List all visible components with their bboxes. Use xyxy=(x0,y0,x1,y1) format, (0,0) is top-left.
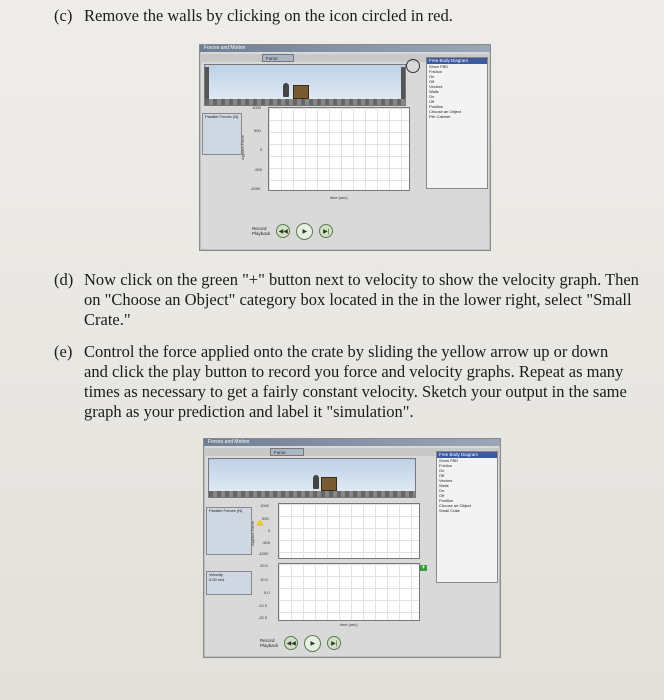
sim1-y-tick-0: 1000 xyxy=(252,105,261,110)
play-icon: ▶ xyxy=(310,640,316,647)
sim1-panel-title: Free Body Diagram xyxy=(427,58,487,64)
sim2-parallel-forces-panel xyxy=(206,507,252,555)
item-e-line3: times as necessary to get a fairly constant velocity. Sketch your output in the same xyxy=(84,382,627,401)
sim1-record-playback xyxy=(252,226,270,236)
sim1-title-bar xyxy=(200,45,490,52)
sim2-panel-row-0[interactable]: Show FBD xyxy=(439,458,459,463)
item-e-line2: and click the play button to record you force and velocity graphs. Repeat as many xyxy=(84,362,624,381)
sim1-play-button[interactable] xyxy=(296,223,313,240)
item-e-label: (e) xyxy=(54,342,73,361)
simulation-screenshot-1 xyxy=(199,44,491,251)
sim1-crate xyxy=(293,85,309,99)
sim2-force-graph xyxy=(278,503,420,559)
sim2-title: Forces and Motion xyxy=(208,439,250,445)
sim1-panel-row-8: Position xyxy=(429,104,444,109)
sim2-v-tick-3: -10.0 xyxy=(258,603,268,608)
sim1-title: Forces and Motion xyxy=(204,45,246,51)
sim2-panel-row-9: Choose an Object xyxy=(439,503,472,508)
sim1-y-tick-3: -500 xyxy=(254,167,263,172)
sim2-panel-row-10[interactable]: Small Crate xyxy=(439,508,460,513)
sim1-panel-row-3[interactable]: Off xyxy=(429,79,435,84)
sim2-record-label[interactable]: Record xyxy=(260,638,275,643)
sim2-velocity-panel xyxy=(206,571,252,595)
sim2-playbar xyxy=(260,635,341,651)
sim1-scene xyxy=(204,64,406,106)
sim2-pusher xyxy=(313,475,319,489)
sim1-control-panel xyxy=(426,57,488,189)
item-d-label: (d) xyxy=(54,270,74,289)
sim2-panel-title: Free Body Diagram xyxy=(437,452,497,458)
sim2-panel-row-7[interactable]: Off xyxy=(439,493,445,498)
sim2-panel-row-8: Position xyxy=(439,498,454,503)
step-icon: ▶| xyxy=(323,228,330,235)
sim1-parallel-forces-panel xyxy=(202,113,242,155)
sim2-panel-row-6[interactable]: On xyxy=(439,488,445,493)
rewind-icon: ◀◀ xyxy=(278,228,288,235)
sim1-y-axis-label: Applied Force xyxy=(239,135,245,160)
sim2-y-tick-4: -1000 xyxy=(258,551,269,556)
sim1-right-wall xyxy=(401,67,405,103)
sim2-panel-row-3[interactable]: Off xyxy=(439,473,445,478)
sim2-v-tick-4: -20.0 xyxy=(258,615,268,620)
sim1-x-axis-label: time (sec) xyxy=(330,195,348,200)
sim2-playback-label[interactable]: Playback xyxy=(260,643,279,648)
sim2-velocity-value: 0.00 m/s xyxy=(209,577,225,582)
item-c-text: Remove the walls by clicking on the icon circled in red. xyxy=(84,6,453,25)
item-c-label: (c) xyxy=(54,6,73,25)
sim1-panel-row-7[interactable]: Off xyxy=(429,99,435,104)
sim2-panel-row-2[interactable]: On xyxy=(439,468,445,473)
sim2-title-bar xyxy=(204,439,500,446)
sim1-panel-row-5: Walls xyxy=(429,89,439,94)
sim2-panel-row-5: Walls xyxy=(439,483,449,488)
sim2-floor xyxy=(209,491,415,497)
sim2-x-axis-label: time (sec) xyxy=(340,622,358,627)
item-d xyxy=(54,270,654,330)
sim2-v-tick-2: 0.0 xyxy=(264,590,270,595)
sim2-step-button[interactable] xyxy=(327,636,341,650)
play-icon: ▶ xyxy=(302,228,308,235)
sim2-control-panel xyxy=(436,451,498,583)
sim1-panel-row-2[interactable]: On xyxy=(429,74,435,79)
sim2-y-tick-3: -500 xyxy=(262,540,271,545)
sim2-panel-row-1: Friction xyxy=(439,463,453,468)
sim2-crate xyxy=(321,477,337,491)
sim1-panel-row-0[interactable]: Show FBD xyxy=(429,64,449,69)
sim1-panel-row-6[interactable]: On xyxy=(429,94,435,99)
sim1-panel-row-1: Friction xyxy=(429,69,443,74)
sim2-record-playback xyxy=(260,638,278,648)
sim2-tab-force-graphs[interactable]: Force xyxy=(270,448,304,456)
sim1-record-label[interactable]: Record xyxy=(252,226,267,231)
item-d-line2: on "Choose an Object" category box located in the in the lower right, select "Small xyxy=(84,290,632,309)
sim1-panel-row-10[interactable]: File Cabinet xyxy=(429,114,451,119)
sim2-play-button[interactable] xyxy=(304,635,321,652)
sim2-velocity-plus-button[interactable]: + xyxy=(421,565,426,571)
sim1-playback-label[interactable]: Playback xyxy=(252,231,271,236)
step-icon: ▶| xyxy=(331,640,338,647)
sim2-scene xyxy=(208,458,416,498)
sim1-panel-row-9: Choose an Object xyxy=(429,109,462,114)
item-c xyxy=(54,6,453,26)
sim2-velocity-label: Velocity xyxy=(209,572,223,577)
item-e-line4: graph as your prediction and label it "simulation". xyxy=(84,402,414,421)
sim2-v-tick-1: 10.0 xyxy=(260,577,268,582)
sim2-rewind-button[interactable] xyxy=(284,636,298,650)
sim1-panel-row-4: Vectors xyxy=(429,84,443,89)
sim1-pusher xyxy=(283,83,289,97)
item-e-line1: Control the force applied onto the crate by sliding the yellow arrow up or down xyxy=(84,342,609,361)
sim1-rewind-button[interactable] xyxy=(276,224,290,238)
sim1-tab-force-graphs[interactable]: Force xyxy=(262,54,294,62)
sim1-step-button[interactable] xyxy=(319,224,333,238)
sim1-playbar xyxy=(252,223,333,239)
sim2-y-tick-2: 0 xyxy=(268,528,271,533)
item-e xyxy=(54,342,654,422)
sim2-y-axis-label: Applied Force xyxy=(249,521,255,546)
sim1-y-tick-1: 500 xyxy=(254,128,261,133)
sim1-floor xyxy=(205,99,405,105)
sim1-force-graph xyxy=(268,107,410,191)
sim1-y-tick-2: 0 xyxy=(260,147,263,152)
sim1-parallel-forces-title: Parallel Forces (N) xyxy=(205,114,239,119)
sim2-parallel-forces-title: Parallel Forces (N) xyxy=(209,508,243,513)
sim2-y-tick-1: 500 xyxy=(262,516,269,521)
sim2-y-tick-0: 1000 xyxy=(260,503,269,508)
sim2-velocity-graph xyxy=(278,563,420,621)
sim2-panel-row-4: Vectors xyxy=(439,478,453,483)
sim2-v-tick-0: 20.0 xyxy=(260,563,268,568)
rewind-icon: ◀◀ xyxy=(286,640,296,647)
sim1-left-wall xyxy=(205,67,209,103)
simulation-screenshot-2 xyxy=(203,438,501,658)
item-d-line1: Now click on the green "+" button next to velocity to show the velocity graph. Then xyxy=(84,270,639,289)
sim1-walls-icon-circle[interactable] xyxy=(406,59,420,73)
item-d-line3: Crate." xyxy=(84,310,131,329)
sim1-y-tick-4: -1000 xyxy=(250,186,261,191)
